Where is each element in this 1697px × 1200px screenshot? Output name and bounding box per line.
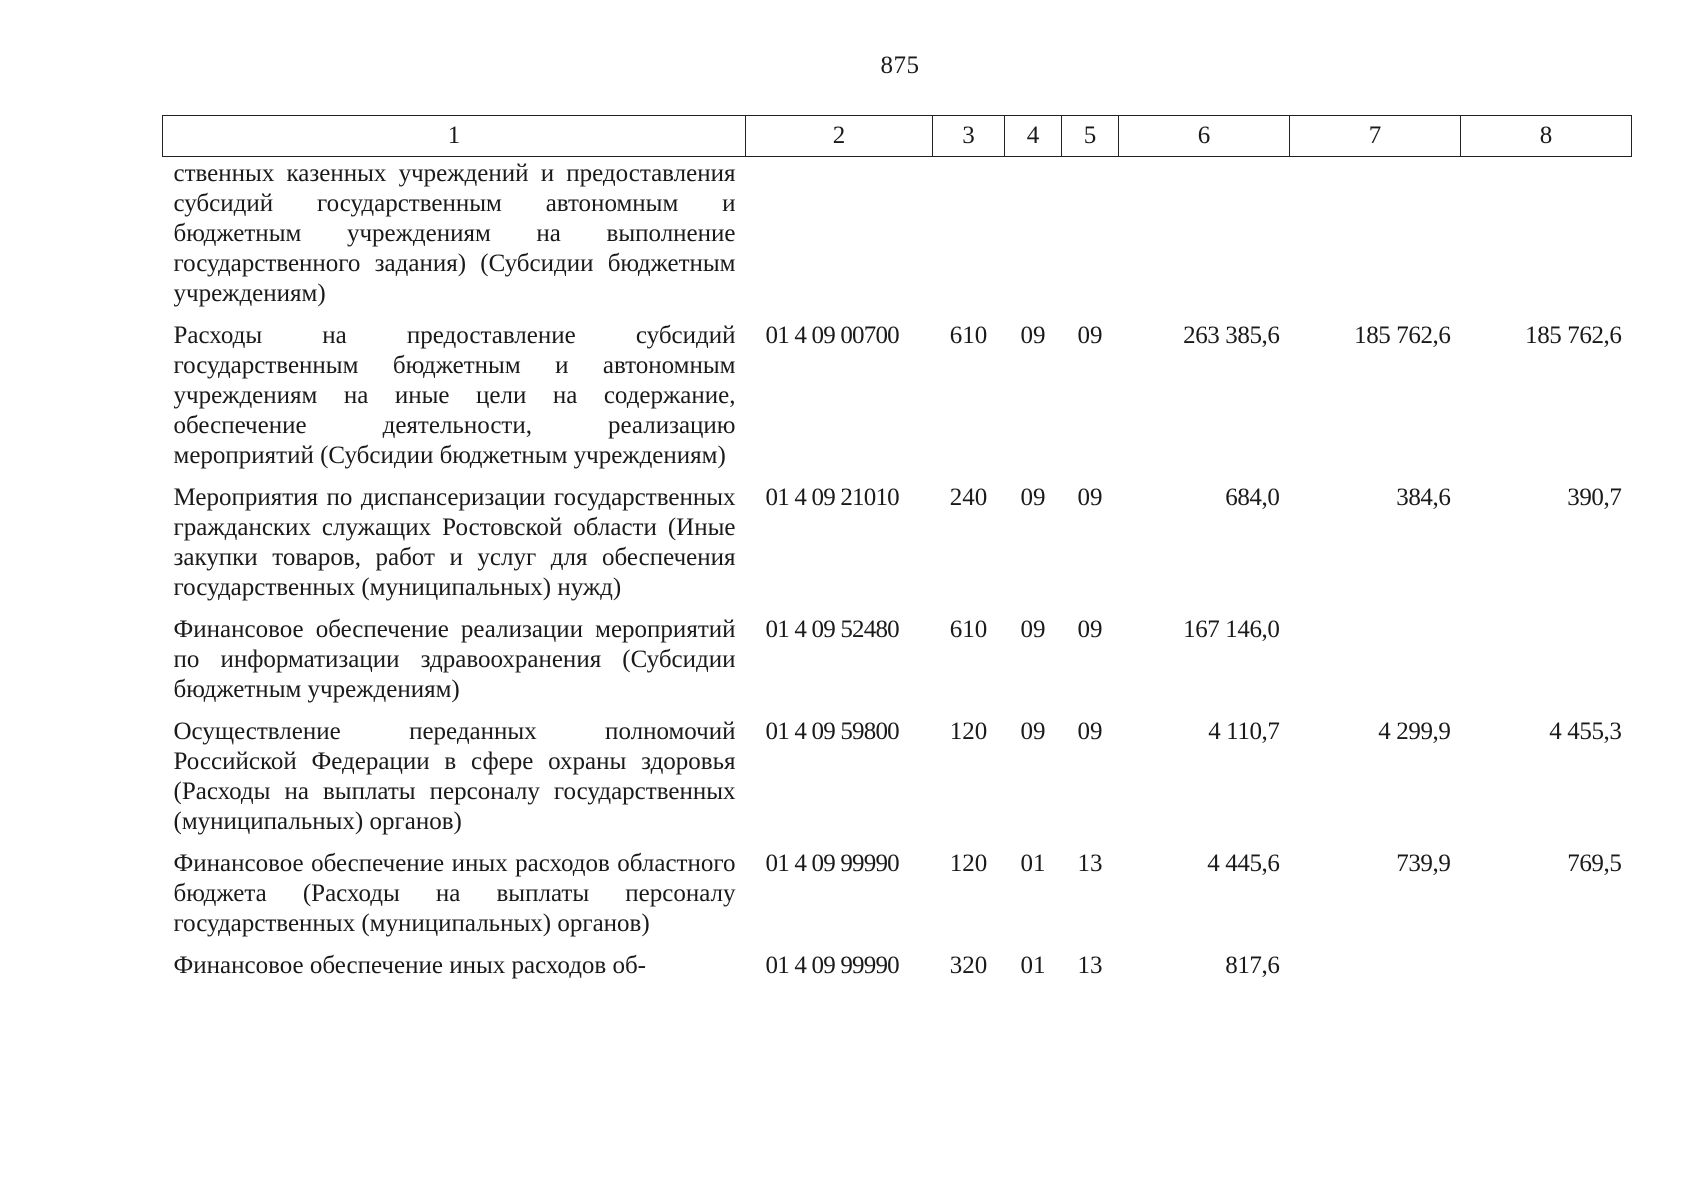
expense-type-code — [933, 157, 1005, 318]
subsection-code: 09 — [1077, 484, 1103, 511]
header-col-8: 8 — [1461, 116, 1632, 157]
subsection-code: 09 — [1077, 322, 1103, 349]
table-row — [163, 845, 1632, 947]
amount-col-8: 185 762,6 — [1525, 322, 1622, 349]
amount-col-8 — [1461, 947, 1632, 989]
expense-description: Финансовое обеспечение иных расходов об- — [173, 952, 647, 979]
subsection-code: 09 — [1077, 616, 1103, 643]
page-number: 875 — [880, 52, 920, 79]
table-row — [163, 479, 1632, 611]
expense-type-code: 610 — [949, 616, 988, 643]
expense-description: Расходы на предоставление субсидий государственным бюджетным и автономным учреждениям на иные цели на содержание, обеспечение деятельности, реализацию мероприятий (Субсидии бюджетным учреждениям) — [173, 322, 736, 469]
amount-col-7: 4 299,9 — [1378, 718, 1451, 745]
amount-col-6 — [1119, 157, 1290, 318]
target-article-code: 01 4 09 52480 — [765, 616, 899, 643]
section-code: 01 — [1020, 850, 1046, 877]
target-article-code: 01 4 09 21010 — [765, 484, 899, 511]
expense-description: Мероприятия по диспансеризации государственных гражданских служащих Ростовской области (Иные закупки товаров, работ и услуг для обеспечения государственных (муниципальных) нужд) — [173, 484, 736, 601]
table-row — [163, 317, 1632, 479]
amount-col-7 — [1290, 611, 1461, 713]
subsection-code: 13 — [1077, 952, 1103, 979]
amount-col-6: 817,6 — [1225, 952, 1280, 979]
amount-col-7 — [1290, 157, 1461, 318]
amount-col-8 — [1461, 157, 1632, 318]
header-col-2: 2 — [746, 116, 933, 157]
header-col-7: 7 — [1290, 116, 1461, 157]
expense-type-code: 610 — [949, 322, 988, 349]
amount-col-7 — [1290, 947, 1461, 989]
header-col-3: 3 — [933, 116, 1005, 157]
header-col-6: 6 — [1119, 116, 1290, 157]
table-row — [163, 611, 1632, 713]
target-article-code: 01 4 09 99990 — [765, 850, 899, 877]
target-article-code: 01 4 09 00700 — [765, 322, 899, 349]
subsection-code — [1062, 157, 1119, 318]
header-col-1: 1 — [163, 116, 746, 157]
expense-description: ственных казенных учреждений и предоставления субсидий государственным автономным и бюджетным учреждениям на выполнение государственного задания) (Субсидии бюджетным учреждениям) — [173, 160, 736, 307]
section-code: 09 — [1020, 484, 1046, 511]
amount-col-8: 390,7 — [1567, 484, 1622, 511]
target-article-code: 01 4 09 59800 — [765, 718, 899, 745]
section-code: 09 — [1020, 322, 1046, 349]
table-row — [163, 157, 1632, 318]
header-col-4: 4 — [1005, 116, 1062, 157]
expense-description: Финансовое обеспечение иных расходов областного бюджета (Расходы на выплаты персоналу государственных (муниципальных) органов) — [173, 850, 736, 937]
amount-col-8: 4 455,3 — [1549, 718, 1622, 745]
amount-col-6: 684,0 — [1225, 484, 1280, 511]
amount-col-6: 4 110,7 — [1208, 718, 1280, 745]
section-code — [1005, 157, 1062, 318]
amount-col-8 — [1461, 611, 1632, 713]
table-header — [163, 116, 1632, 157]
expense-type-code: 320 — [949, 952, 988, 979]
table-row — [163, 947, 1632, 989]
target-article-code — [746, 157, 933, 318]
amount-col-6: 4 445,6 — [1207, 850, 1280, 877]
section-code: 09 — [1020, 616, 1046, 643]
amount-col-7: 739,9 — [1396, 850, 1451, 877]
expense-type-code: 240 — [949, 484, 988, 511]
subsection-code: 13 — [1077, 850, 1103, 877]
target-article-code: 01 4 09 99990 — [765, 952, 899, 979]
amount-col-6: 167 146,0 — [1183, 616, 1280, 643]
section-code: 01 — [1020, 952, 1046, 979]
expense-type-code: 120 — [949, 850, 988, 877]
expense-description: Осуществление переданных полномочий Российской Федерации в сфере охраны здоровья (Расходы на выплаты персоналу государственных (муниципальных) органов) — [173, 718, 736, 835]
budget-table — [162, 115, 1632, 989]
amount-col-7: 384,6 — [1396, 484, 1451, 511]
table-row — [163, 713, 1632, 845]
section-code: 09 — [1020, 718, 1046, 745]
expense-description: Финансовое обеспечение реализации мероприятий по информатизации здравоохранения (Субсидии бюджетным учреждениям) — [173, 616, 736, 703]
amount-col-8: 769,5 — [1567, 850, 1622, 877]
subsection-code: 09 — [1077, 718, 1103, 745]
amount-col-6: 263 385,6 — [1183, 322, 1280, 349]
amount-col-7: 185 762,6 — [1354, 322, 1451, 349]
header-row — [163, 116, 1632, 157]
expense-type-code: 120 — [949, 718, 988, 745]
table-body — [163, 157, 1632, 990]
header-col-5: 5 — [1062, 116, 1119, 157]
